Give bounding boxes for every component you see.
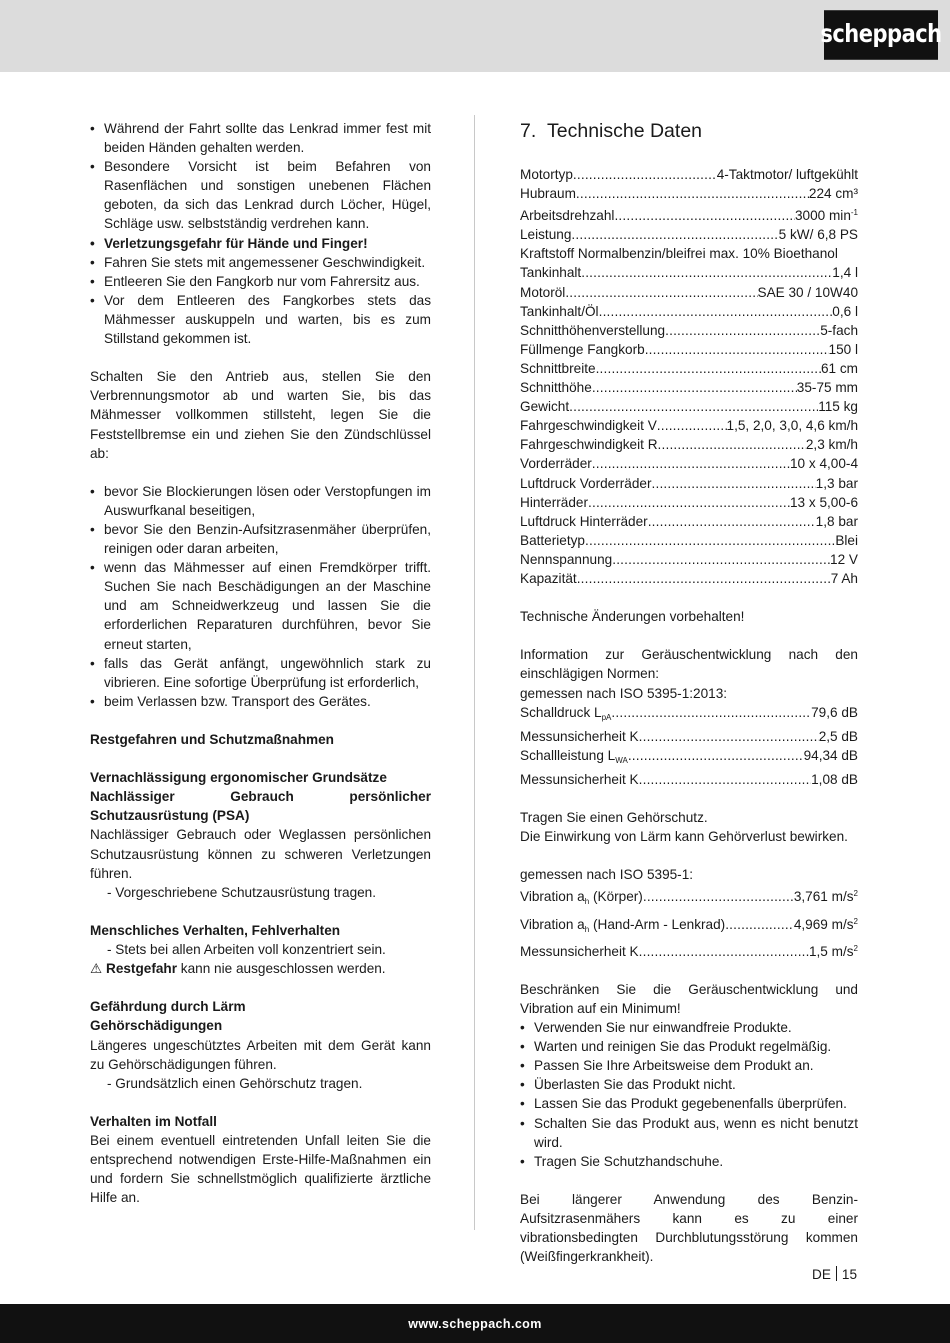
header-band: [0, 0, 950, 72]
spec-row: [520, 569, 858, 588]
section-number: 7.: [520, 120, 537, 142]
spec-row: [520, 184, 858, 203]
noise-label: Schallleistung $L_{WA}$: [520, 747, 628, 765]
page-number: [812, 1265, 857, 1284]
noise-value: 1,08 dB: [811, 771, 858, 787]
spec-row: [520, 263, 858, 282]
list-item: • falls das Gerät anfängt, ungewöhnlich stark zu vibrieren. Eine sofortige Überprüfung ist erforderlich,: [90, 654, 431, 692]
spec-label: Leistung: [520, 227, 572, 243]
spec-row: [520, 435, 858, 454]
hearing-damage-measure: - Grundsätzlich einen Gehörschutz tragen.: [107, 1075, 363, 1091]
noise-intro: Information zur Geräuschentwicklung nach den einschlägigen Normen:: [520, 647, 858, 682]
section-title: [520, 119, 858, 143]
spec-row: [520, 397, 858, 416]
hearing-protection-note: Tragen Sie einen Gehörschutz.: [520, 810, 708, 826]
vibration-standard: gemessen nach ISO 5395-1:: [520, 867, 694, 883]
spec-row: [520, 321, 858, 340]
list-item: • Vor dem Entleeren des Fangkorbes stets das Mähmesser auskuppeln und warten, bis es zum Stillstand gekommen ist.: [90, 291, 431, 348]
list-item: • bevor Sie den Benzin-Aufsitzrasenmäher überprüfen, reinigen oder daran arbeiten,: [90, 520, 431, 558]
spec-value: 150 l: [828, 341, 858, 357]
footer-url[interactable]: www.scheppach.com: [408, 1317, 542, 1331]
page-number-value: 15: [841, 1267, 858, 1282]
residual-risk-text: kann nie ausgeschlossen werden.: [177, 961, 386, 977]
spec-label: Luftdruck Hinterräder: [520, 513, 648, 529]
changes-note: Technische Änderungen vorbehalten!: [520, 609, 745, 625]
section-title-text: Technische Daten: [547, 120, 703, 142]
noise-row: [520, 727, 858, 746]
noise-standard: gemessen nach ISO 5395-1:2013:: [520, 685, 728, 701]
spec-label: Luftdruck Vorderräder: [520, 475, 652, 491]
spec-label: Fahrgeschwindigkeit R: [520, 437, 658, 453]
spec-row: [520, 225, 858, 244]
spec-value: 5 kW/ 6,8 PS: [778, 227, 858, 243]
warning-icon: ⚠: [90, 961, 103, 977]
safety-bullet-list: [90, 119, 431, 348]
noise-label: Schalldruck $L_{pA}$: [520, 704, 612, 722]
noise-row: [520, 770, 858, 789]
list-item: • Passen Sie Ihre Arbeitsweise dem Produkt an.: [520, 1056, 858, 1075]
spec-row: [520, 302, 858, 321]
residual-risks-heading: Restgefahren und Schutzmaßnahmen: [90, 732, 334, 747]
spec-value: 0,6 l: [832, 303, 858, 319]
list-item: • wenn das Mähmesser auf einen Fremdkörper trifft. Suchen Sie nach Beschädigungen an der Maschine und am Schneidwerkzeug und lassen Sie die erforderlichen Reparaturen durchführen, bevor Sie erneut starten,: [90, 558, 431, 653]
spec-value: 10 x 4,00-4: [789, 456, 858, 472]
emergency-paragraph: Bei einem eventuell eintretenden Unfall leiten Sie die entsprechend notwendigen Erste-Hilfe-Maßnahmen ein und fordern Sie schnellstmöglich qualifizierte ärztliche Hilfe an.: [90, 1132, 431, 1206]
list-item: • Tragen Sie Schutzhandschuhe.: [520, 1152, 858, 1171]
list-item: • Warten und reinigen Sie das Produkt regelmäßig.: [520, 1037, 858, 1056]
psa-measure: - Vorgeschriebene Schutzausrüstung tragen.: [107, 884, 377, 900]
spec-label: Hinterräder: [520, 494, 588, 510]
noise-row: [520, 746, 858, 770]
spec-label: Füllmenge Fangkorb: [520, 341, 645, 357]
vibration-row: [520, 912, 858, 939]
spec-row: [520, 531, 858, 550]
spec-value: 1,4 l: [832, 265, 858, 281]
spec-row: [520, 340, 858, 359]
spec-label: Schnitthöhe: [520, 380, 592, 396]
list-item: • beim Verlassen bzw. Transport des Gerätes.: [90, 692, 431, 711]
spec-value: 115 kg: [818, 399, 858, 415]
spec-label: Hubraum: [520, 186, 576, 202]
spec-value: 1,5, 2,0, 3,0, 4,6 km/h: [726, 418, 858, 434]
spec-value: SAE 30 / 10W40: [757, 284, 858, 300]
spec-row: [520, 283, 858, 302]
spec-label: Nennspannung: [520, 551, 613, 567]
spec-value: 4-Taktmotor/ luftgekühlt: [716, 167, 858, 182]
spec-value: 5-fach: [820, 322, 858, 338]
hearing-damage-heading: Gehörschädigungen: [90, 1018, 223, 1034]
residual-risk-label: Restgefahr: [106, 961, 178, 977]
right-column: [520, 119, 858, 1266]
limit-intro: Beschränken Sie die Geräuschentwicklung und Vibration auf ein Minimum!: [520, 981, 858, 1016]
spec-row: [520, 550, 858, 569]
list-item: • Überlasten Sie das Produkt nicht.: [520, 1075, 858, 1094]
spec-value: 1,8 bar: [815, 513, 858, 529]
spec-row: [520, 493, 858, 512]
noise-label: Messunsicherheit K: [520, 728, 639, 744]
vibration-label: Vibration $a_h$ (Körper): [520, 889, 643, 907]
spec-value: 224 cm³: [808, 186, 858, 202]
spec-label: Schnitthöhenverstellung: [520, 322, 666, 338]
noise-hazard-heading: Gefährdung durch Lärm: [90, 999, 246, 1015]
spec-row: [520, 474, 858, 493]
noise-row: [520, 703, 858, 727]
spec-row: [520, 378, 858, 397]
human-behaviour-heading: Menschliches Verhalten, Fehlverhalten: [90, 922, 341, 938]
list-item: • bevor Sie Blockierungen lösen oder Verstopfungen im Auswurfkanal beseitigen,: [90, 482, 431, 520]
list-item: • Verwenden Sie nur einwandfreie Produkte.: [520, 1018, 858, 1037]
residual-risk-note: [90, 959, 431, 978]
spec-label: Gewicht: [520, 399, 570, 415]
noise-label: Messunsicherheit K: [520, 771, 639, 787]
noise-value: 2,5 dB: [818, 728, 858, 744]
column-divider: [474, 115, 475, 1230]
spec-label: Vorderräder: [520, 456, 592, 472]
spec-value: 12 V: [830, 551, 858, 567]
stop-engine-paragraph: Schalten Sie den Antrieb aus, stellen Sie den Verbrennungsmotor ab und warten Sie, bis das Mähmesser vollkommen stillsteht, legen Sie die Feststellbremse ein und ziehen Sie den Zündschlüssel ab:: [90, 369, 431, 461]
spec-value: 7 Ah: [830, 570, 858, 586]
vibration-value: 3,761 $m/s^2$: [793, 889, 858, 905]
spec-label: Schnittbreite: [520, 360, 596, 376]
spec-value: 35-75 mm: [796, 380, 858, 396]
human-behaviour-measure: - Stets bei allen Arbeiten voll konzentriert sein.: [107, 942, 386, 958]
spec-value: 13 x 5,00-6: [789, 494, 858, 510]
left-column: [90, 119, 431, 1207]
spec-row: [520, 512, 858, 531]
page-language: DE: [812, 1267, 831, 1282]
scheppach-logo: scheppach: [824, 10, 938, 60]
spec-label: Arbeitsdrehzahl: [520, 208, 615, 224]
noise-value: 94,34 dB: [803, 747, 858, 763]
footer-band: [0, 1304, 950, 1343]
vibration-label: Messunsicherheit K: [520, 943, 639, 959]
limit-bullet-list: [520, 1018, 858, 1171]
list-item: • Lassen Sie das Produkt gegebenenfalls überprüfen.: [520, 1094, 858, 1113]
spec-label: Motortyp: [520, 167, 573, 182]
spec-label: Fahrgeschwindigkeit V: [520, 418, 657, 434]
vibration-value: 1,5 $m/s^2$: [808, 943, 858, 959]
spec-value: 61 cm: [820, 360, 858, 376]
spec-row: [520, 416, 858, 435]
vibration-row: [520, 884, 858, 911]
list-item: • Während der Fahrt sollte das Lenkrad immer fest mit beiden Händen gehalten werden.: [90, 119, 431, 157]
hearing-damage-paragraph: Längeres ungeschütztes Arbeiten mit dem Gerät kann zu Gehörschädigungen führen.: [90, 1037, 431, 1072]
stop-conditions-list: [90, 482, 431, 711]
spec-value: 2,3 km/h: [805, 437, 858, 453]
emergency-heading: Verhalten im Notfall: [90, 1113, 217, 1129]
list-item: • Besondere Vorsicht ist beim Befahren von Rasenflächen und sonstigen unebenen Flächen geboten, da sich das Lenkrad durch Löcher, Hügel, Schläge usw. selbstständig verdrehen kann.: [90, 157, 431, 233]
psa-paragraph: Nachlässiger Gebrauch oder Weglassen persönlichen Schutzausrüstung können zu schweren Verletzungen führen.: [90, 827, 431, 881]
vibration-label: Vibration $a_h$ (Hand-Arm - Lenkrad): [520, 916, 726, 934]
psa-heading: Nachlässiger Gebrauch persönlicher Schutzausrüstung (PSA): [90, 789, 431, 824]
list-item: • Verletzungsgefahr für Hände und Finger!: [90, 234, 431, 253]
spec-label: Tankinhalt/Öl: [520, 303, 599, 319]
spec-value: Blei: [835, 532, 858, 548]
list-item: • Entleeren Sie den Fangkorb nur vom Fahrersitz aus.: [90, 272, 431, 291]
list-item: • Fahren Sie stets mit angemessener Geschwindigkeit.: [90, 253, 431, 272]
spec-label: Kapazität: [520, 570, 577, 586]
spec-label: Batterietyp: [520, 532, 585, 548]
noise-value: 79,6 dB: [811, 704, 858, 720]
vibration-row: [520, 939, 858, 961]
spec-value: 3000 $\min^{-1}$: [794, 208, 858, 224]
ergonomics-heading: Vernachlässigung ergonomischer Grundsätze: [90, 770, 387, 786]
spec-row: [520, 359, 858, 378]
spec-row: [520, 203, 858, 225]
spec-row: [520, 454, 858, 473]
hearing-loss-note: Die Einwirkung von Lärm kann Gehörverlust bewirken.: [520, 829, 848, 845]
closing-paragraph: Bei längerer Anwendung des Benzin-Aufsitzrasenmähers kann es zu einer vibrationsbedingten Durchblutungsstörung kommen (Weißfingerkrankheit).: [520, 1191, 858, 1265]
fuel-line: Kraftstoff Normalbenzin/bleifrei max. 10% Bioethanol: [520, 246, 838, 262]
spec-value: 1,3 bar: [815, 475, 858, 491]
vibration-value: 4,969 $m/s^2$: [793, 916, 858, 932]
list-item: • Schalten Sie das Produkt aus, wenn es nicht benutzt wird.: [520, 1114, 858, 1152]
spec-row: [520, 165, 858, 184]
spec-label: Tankinhalt: [520, 265, 582, 281]
spec-label: Motoröl: [520, 284, 566, 300]
